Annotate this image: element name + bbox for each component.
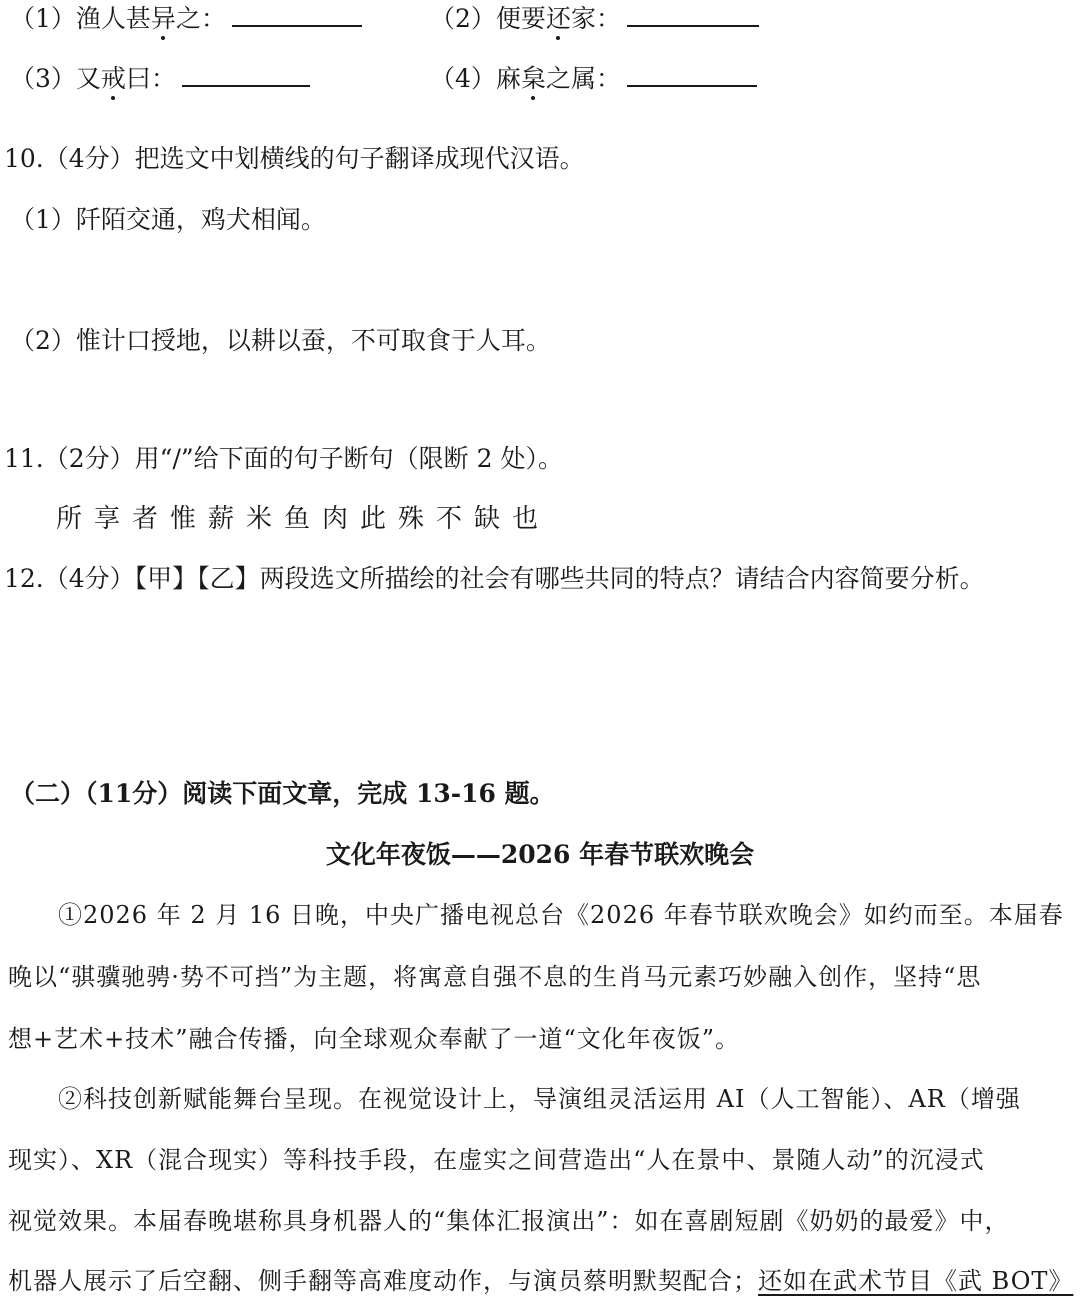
q9-item-3-num: （3）	[10, 64, 76, 93]
q9-item-3-answer-blank[interactable]	[182, 63, 310, 87]
q9-item-2-post: 家：	[570, 4, 621, 33]
paragraph-2-line-4	[8, 1264, 1073, 1298]
paragraph-2-line-4-underlined: 还如在武术节目《武 BOT》	[758, 1267, 1074, 1295]
q9-item-1-key: 异	[150, 4, 176, 33]
paragraph-1-line-1: ①2026 年 2 月 16 日晚，中央广播电视总台《2026 年春节联欢晚会》如约而至。本届春	[58, 901, 1064, 929]
paragraph-2-line-4-text: 机器人展示了后空翻、侧手翻等高难度动作，与演员蔡明默契配合；	[8, 1267, 758, 1295]
q9-item-4	[430, 62, 757, 96]
q9-item-1-post: 之：	[175, 4, 226, 33]
q10-stem: 10.（4分）把选文中划横线的句子翻译成现代汉语。	[4, 144, 585, 173]
paragraph-2-line-2: 现实）、XR（混合现实）等科技手段，在虚实之间营造出“人在景中、景随人动”的沉浸式	[8, 1146, 985, 1174]
paragraph-1-line-2: 晚以“骐骥驰骋·势不可挡”为主题，将寓意自强不息的生肖马元素巧妙融入创作，坚持“思	[8, 963, 982, 991]
q9-item-3-post: 曰：	[125, 64, 176, 93]
q9-item-2-key: 还	[545, 4, 571, 33]
q9-item-3-key: 戒	[100, 64, 126, 93]
q9-item-2-answer-blank[interactable]	[627, 3, 759, 27]
q9-item-3	[10, 62, 310, 96]
q9-item-2	[430, 2, 759, 36]
q9-item-3-pre: 又	[75, 64, 101, 93]
q9-item-1-answer-blank[interactable]	[232, 3, 362, 27]
q10-sentence-1: （1）阡陌交通，鸡犬相闻。	[10, 205, 326, 234]
q9-item-4-pre: 麻	[495, 64, 521, 93]
q9-item-1	[10, 2, 362, 36]
q12-stem: 12.（4分）【甲】【乙】两段选文所描绘的社会有哪些共同的特点？请结合内容简要分析。	[4, 564, 985, 593]
q9-item-1-pre: 渔人甚	[75, 4, 151, 33]
paragraph-2-line-3: 视觉效果。本届春晚堪称具身机器人的“集体汇报演出”：如在喜剧短剧《奶奶的最爱》中，	[8, 1207, 1010, 1235]
section2-heading: （二）（11分）阅读下面文章，完成 13-16 题。	[10, 779, 555, 808]
paragraph-2-line-1: ②科技创新赋能舞台呈现。在视觉设计上，导演组灵活运用 AI（人工智能）、AR（增强	[58, 1085, 1021, 1113]
q9-item-4-key: 枲	[520, 64, 546, 93]
q11-stem: 11.（2分）用“/”给下面的句子断句（限断 2 处）。	[4, 444, 563, 473]
q9-item-2-num: （2）	[430, 4, 496, 33]
paragraph-1-line-3: 想+艺术+技术”融合传播，向全球观众奉献了一道“文化年夜饭”。	[8, 1025, 741, 1053]
q9-item-4-post: 之属：	[545, 64, 621, 93]
q9-item-4-answer-blank[interactable]	[627, 63, 757, 87]
q9-item-1-num: （1）	[10, 4, 76, 33]
q11-sentence: 所享者惟薪米鱼肉此殊不缺也	[56, 504, 551, 534]
q9-item-4-num: （4）	[430, 64, 496, 93]
q9-item-2-pre: 便要	[495, 4, 546, 33]
q10-sentence-2: （2）惟计口授地，以耕以蚕，不可取食于人耳。	[10, 326, 551, 355]
article-title: 文化年夜饭——2026 年春节联欢晚会	[325, 840, 755, 869]
